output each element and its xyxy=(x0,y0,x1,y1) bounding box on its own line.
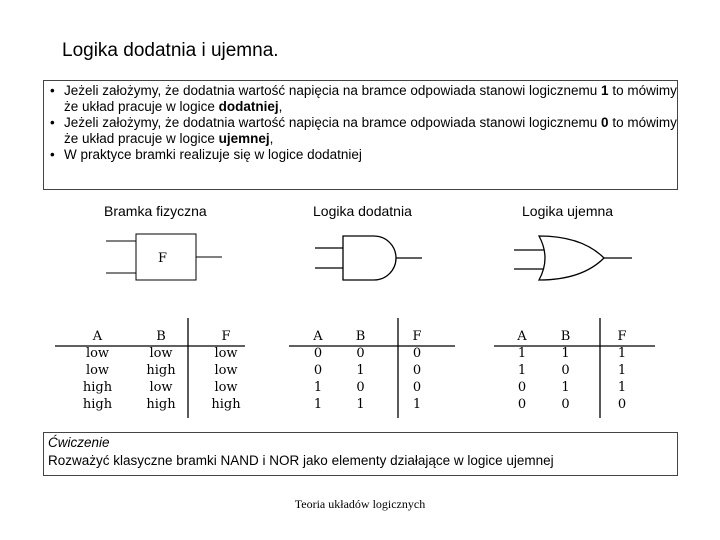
table-cell: 1 xyxy=(356,363,365,378)
table-cell: 1 xyxy=(617,346,627,361)
table-row xyxy=(303,379,446,396)
truth-table-negative xyxy=(506,328,651,413)
truth-table-positive xyxy=(303,328,446,413)
table-cell: low xyxy=(214,380,238,395)
table-cell: low xyxy=(149,346,173,361)
table-row xyxy=(303,345,446,362)
table-cell: 1 xyxy=(561,380,570,395)
bullet-icon: • xyxy=(50,115,55,130)
table-cell: high xyxy=(146,397,176,412)
column-header: F xyxy=(221,329,231,344)
table-header-row xyxy=(70,328,255,345)
exercise-title: Ćwiczenie xyxy=(48,435,110,450)
table-header-row xyxy=(506,328,651,345)
bullet-text: Jeżeli założymy, że dodatnia wartość napięcia na bramce odpowiada stanowi logicznemu xyxy=(64,115,602,130)
table-cell: high xyxy=(211,397,241,412)
table-cell: low xyxy=(85,346,110,361)
table-cell: high xyxy=(146,363,176,378)
table-cell: 1 xyxy=(313,397,323,412)
exercise-box xyxy=(43,432,678,476)
table-cell: 0 xyxy=(617,397,627,412)
table-row xyxy=(70,396,255,413)
table-cell: 1 xyxy=(356,397,365,412)
column-header: F xyxy=(412,329,422,344)
table-cell: 0 xyxy=(356,380,365,395)
bullet-text: Jeżeli założymy, że dodatnia wartość napięcia na bramce odpowiada stanowi logicznemu xyxy=(64,83,602,98)
table-cell: 1 xyxy=(617,380,627,395)
column-header: B xyxy=(560,329,571,344)
table-cell: 0 xyxy=(517,397,527,412)
table-cell: low xyxy=(214,363,238,378)
table-row xyxy=(506,396,651,413)
table-cell: 1 xyxy=(412,397,422,412)
table-cell: 1 xyxy=(561,346,570,361)
header-physical-gate: Bramka fizyczna xyxy=(104,203,207,219)
table-cell: 0 xyxy=(313,346,323,361)
table-cell: 0 xyxy=(412,363,422,378)
header-negative-logic: Logika ujemna xyxy=(522,203,614,219)
footer-text: Teoria układów logicznych xyxy=(294,497,426,511)
column-header: A xyxy=(517,329,527,344)
bullet-icon: • xyxy=(50,83,55,98)
table-cell: 0 xyxy=(412,346,422,361)
table-cell: 0 xyxy=(561,397,570,412)
or-gate-icon xyxy=(514,236,632,280)
bullet-emphasis: 1 xyxy=(601,83,609,98)
table-row xyxy=(303,362,446,379)
table-cell: 0 xyxy=(356,346,365,361)
and-gate-icon xyxy=(315,236,422,280)
table-row xyxy=(303,396,446,413)
column-header: F xyxy=(617,329,627,344)
table-cell: 1 xyxy=(313,380,323,395)
exercise-text: Rozważyć klasyczne bramki NAND i NOR jako elementy działające w logice ujemnej xyxy=(48,453,554,468)
bullet-icon: • xyxy=(50,147,55,162)
column-header: A xyxy=(92,329,103,344)
table-cell: 0 xyxy=(561,363,570,378)
table-cell: high xyxy=(82,380,113,395)
bullet-emphasis: ujemnej xyxy=(218,131,270,146)
table-cell: 1 xyxy=(517,363,527,378)
table-row xyxy=(70,379,255,396)
bullet-emphasis: dodatniej xyxy=(218,99,279,114)
table-cell: low xyxy=(214,346,238,361)
bullet-text: to mówimy że układ pracuje w logice xyxy=(64,83,677,114)
table-cell: low xyxy=(149,380,173,395)
table-cell: high xyxy=(82,397,113,412)
table-header-row xyxy=(303,328,446,345)
table-row xyxy=(506,345,651,362)
bullet-text: , xyxy=(278,99,283,114)
bullet-text: to mówimy że układ pracuje w logice xyxy=(64,115,677,146)
bullet-text: , xyxy=(269,131,274,146)
column-header: B xyxy=(156,329,166,344)
column-header: A xyxy=(313,329,323,344)
truth-table-physical xyxy=(70,328,255,413)
table-row xyxy=(506,379,651,396)
table-cell: low xyxy=(85,363,110,378)
table-row xyxy=(70,345,255,362)
physical-gate-label: F xyxy=(158,251,168,266)
bullet-emphasis: 0 xyxy=(601,115,609,130)
table-cell: 0 xyxy=(517,380,527,395)
header-positive-logic: Logika dodatnia xyxy=(313,203,412,219)
table-row xyxy=(70,362,255,379)
table-cell: 0 xyxy=(313,363,323,378)
table-cell: 1 xyxy=(617,363,627,378)
column-header: B xyxy=(355,329,366,344)
page-title: Logika dodatnia i ujemna. xyxy=(62,40,279,61)
table-cell: 1 xyxy=(517,346,527,361)
table-cell: 0 xyxy=(412,380,422,395)
bullet-text: W praktyce bramki realizuje się w logice dodatniej xyxy=(64,147,362,162)
table-row xyxy=(506,362,651,379)
